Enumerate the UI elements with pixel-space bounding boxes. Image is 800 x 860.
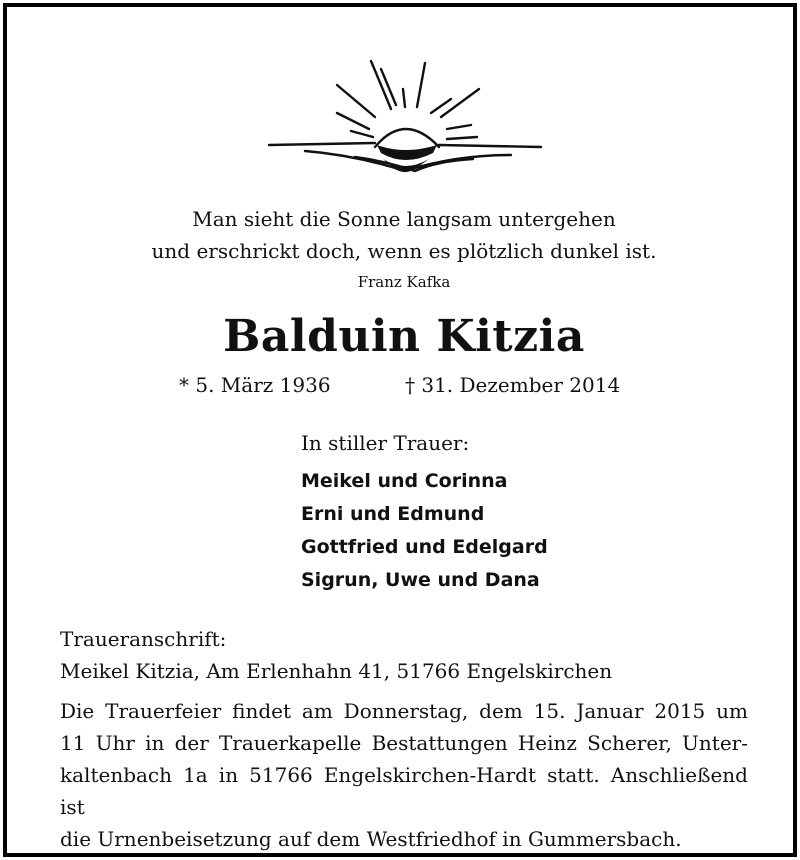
mourner-item: Sigrun, Uwe und Dana: [301, 569, 540, 591]
mourner-item: Erni und Edmund: [301, 503, 485, 525]
mourner-item: Gottfried und Edelgard: [301, 536, 548, 558]
mourner-item: Meikel und Corinna: [301, 470, 508, 492]
deceased-name: Balduin Kitzia: [223, 311, 585, 362]
obituary-card: [3, 3, 797, 857]
ceremony-line: kaltenbach 1a in 51766 Engelskirchen-Hardt statt. Anschließend ist: [60, 763, 748, 819]
quote-line-1: Man sieht die Sonne langsam untergehen: [192, 207, 616, 231]
mourner-list: [301, 465, 548, 597]
death-date: † 31. Dezember 2014: [405, 373, 621, 397]
ceremony-text: [60, 695, 748, 855]
address-value: Meikel Kitzia, Am Erlenhahn 41, 51766 Engelskirchen: [60, 659, 613, 683]
quote-line-2: und erschrickt doch, wenn es plötzlich dunkel ist.: [151, 239, 657, 263]
birth-date: * 5. März 1936: [179, 373, 331, 397]
address-label: Traueranschrift:: [60, 627, 227, 651]
mourning-label: In stiller Trauer:: [301, 431, 470, 455]
ceremony-line: 11 Uhr in der Trauerkapelle Bestattungen Heinz Scherer, Unter-: [60, 731, 748, 755]
ceremony-line: die Urnenbeisetzung auf dem Westfriedhof in Gummersbach.: [60, 827, 682, 851]
quote-author: Franz Kafka: [357, 273, 451, 291]
ceremony-line: Die Trauerfeier findet am Donnerstag, dem 15. Januar 2015 um: [60, 699, 748, 723]
sunset-icon: [265, 55, 545, 185]
